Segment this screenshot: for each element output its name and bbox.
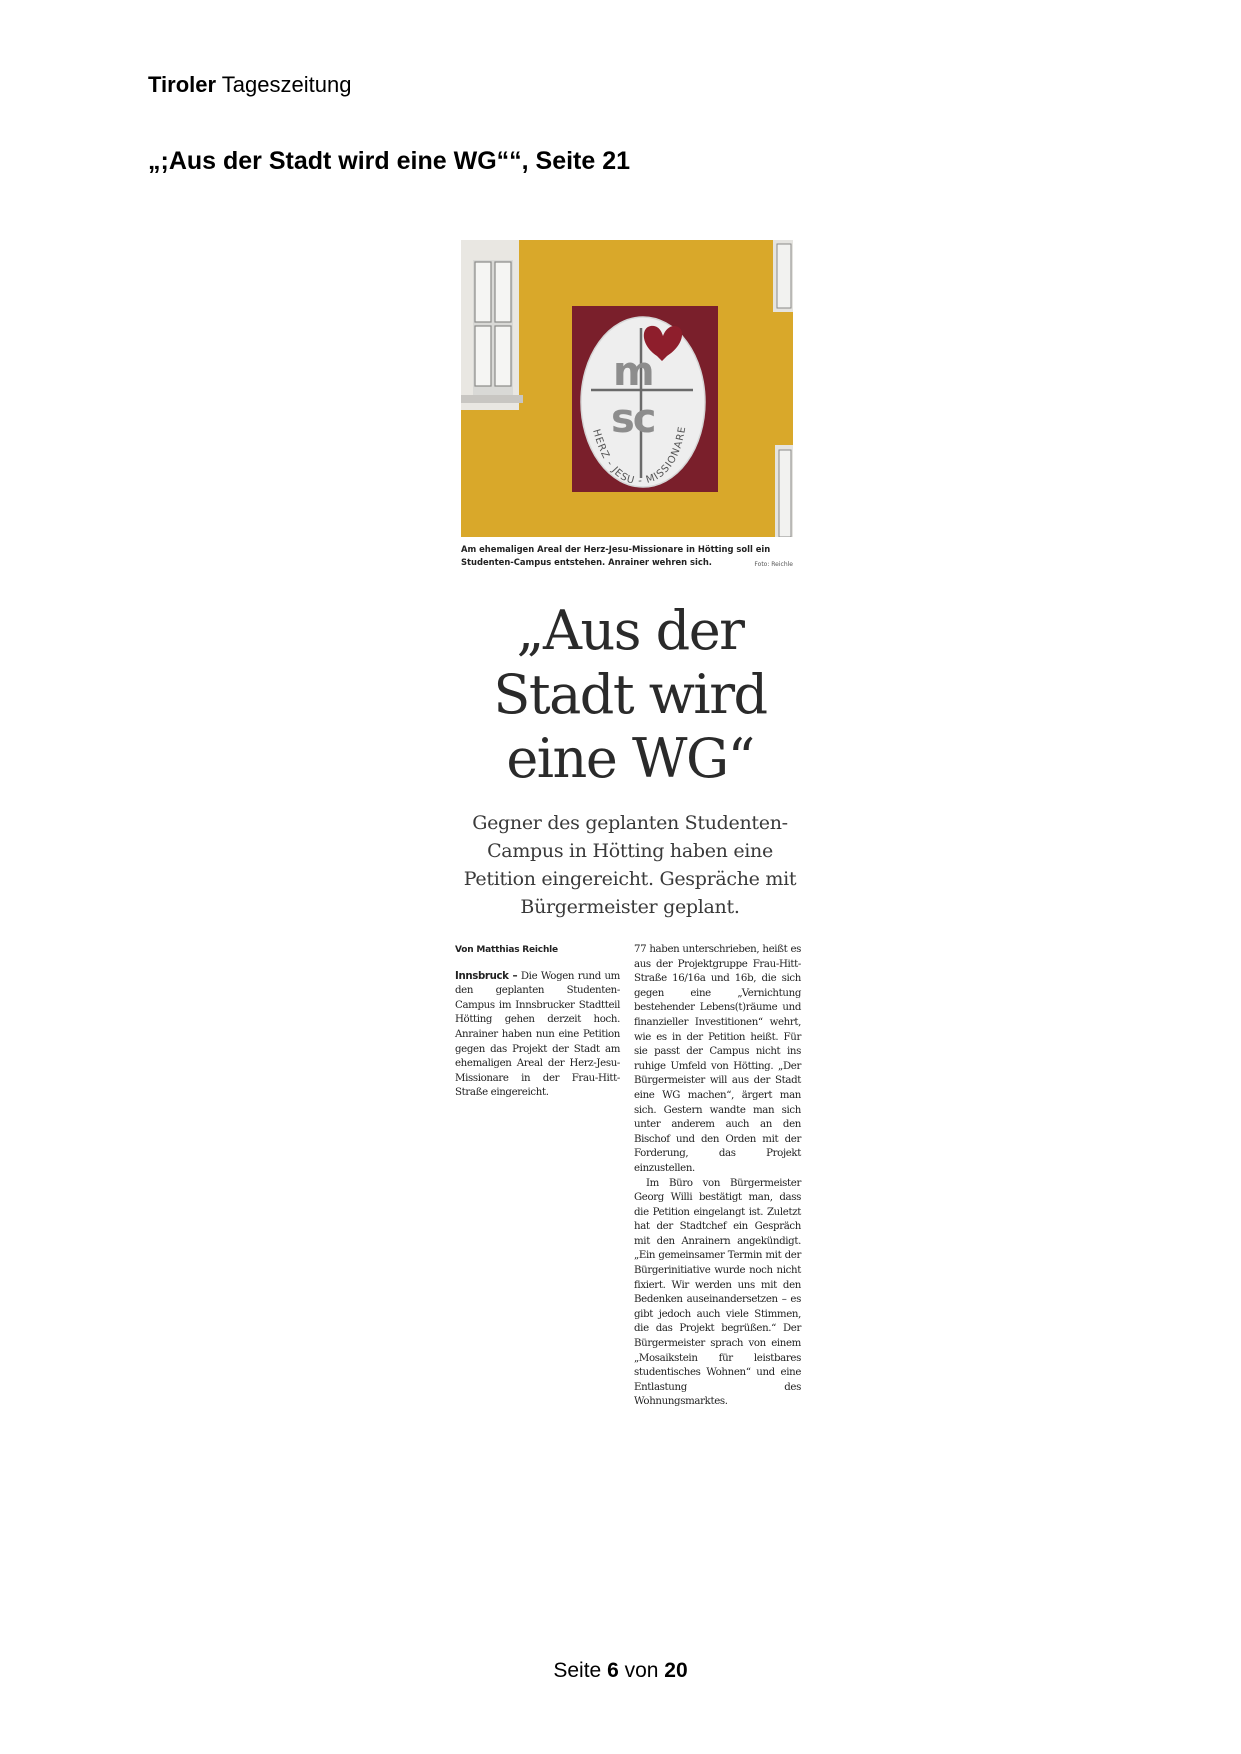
photo-caption bbox=[461, 543, 793, 569]
publication-name-rest: Tageszeitung bbox=[221, 72, 352, 97]
publication-name-bold: Tiroler bbox=[148, 72, 217, 97]
current-page: 6 bbox=[607, 1659, 619, 1682]
byline: Von Matthias Reichle bbox=[455, 945, 558, 955]
headline-line-2: Stadt wird bbox=[493, 663, 767, 726]
page-number bbox=[0, 1659, 1241, 1683]
headline-line-1: „Aus der bbox=[516, 599, 744, 662]
caption-text: Am ehemaligen Areal der Herz-Jesu-Missionare in Hötting soll ein Studenten-Campus entstehen. Anrainer wehren sich. bbox=[461, 544, 771, 567]
paragraph-2: 77 haben unterschrieben, heißt es aus der Projektgruppe Frau-Hitt-Straße 16/16a und 16b, die sich gegen eine „Vernichtung bestehender Lebens(t)räume und finanzieller Investitionen“ wehrt, wie es in der Petition heißt. Für sie passt der Campus nicht ins ruhige Umfeld von Hötting. „Der Bürgermeister will aus der Stadt eine WG machen“, ärgert man sich. Gestern wandte man sich unter anderem auch an den Bischof und den Orden mit der Forderung, das Projekt einzustellen. bbox=[634, 944, 801, 1174]
paragraph-3: Im Büro von Bürgermeister Georg Willi bestätigt man, dass die Petition eingelangt ist. Zuletzt hat der Stadtchef ein Gespräch mit den Anrainern angekündigt. „Ein gemeinsamer Termin mit der Bürgerinitiative wurde noch nicht fixiert. Wir werden uns mit den Bedenken auseinandersetzen – es gibt jedoch auch viele Stimmen, die das Projekt begrüßen.“ Der Bürgermeister sprach von einem „Mosaikstein für leistbares studentisches Wohnen“ und eine Entlastung des Wohnungsmarktes. bbox=[634, 1177, 801, 1408]
newspaper-clipping bbox=[455, 240, 801, 1408]
total-pages: 20 bbox=[664, 1659, 688, 1682]
paragraph-1-text: Die Wogen rund um den geplanten Studenten-Campus im Innsbrucker Stadtteil Hötting gehen derzeit hoch. Anrainer haben nun eine Petition gegen das Projekt der Stadt am ehemaligen Areal der Herz-Jesu-Missionare in der Frau-Hitt-Straße eingereicht. bbox=[455, 970, 620, 1099]
publication-name bbox=[148, 72, 351, 98]
logo-text-sc: sc bbox=[611, 396, 655, 442]
article-photo bbox=[461, 240, 793, 537]
logo-text-m: m bbox=[613, 349, 655, 395]
document-title: „;Aus der Stadt wird eine WG““, Seite 21 bbox=[148, 147, 631, 175]
building-photo-graphic bbox=[461, 240, 793, 537]
article-column-1 bbox=[455, 943, 620, 1101]
article-headline bbox=[460, 599, 800, 791]
logo-ring-text: HERZ - JESU - MISSIONARE bbox=[590, 425, 689, 487]
photo-credit: Foto: Reichle bbox=[754, 561, 793, 568]
dateline: Innsbruck – bbox=[455, 970, 518, 982]
page-prefix: Seite bbox=[553, 1659, 602, 1682]
page-middle: von bbox=[624, 1659, 659, 1682]
article-column-2 bbox=[634, 943, 801, 1410]
article-subhead: Gegner des geplanten Studenten-Campus in Hötting haben eine Petition eingereicht. Gespräche mit Bürgermeister geplant. bbox=[463, 812, 797, 918]
paragraph-1 bbox=[455, 970, 620, 1101]
headline-line-3: eine WG“ bbox=[506, 727, 754, 790]
